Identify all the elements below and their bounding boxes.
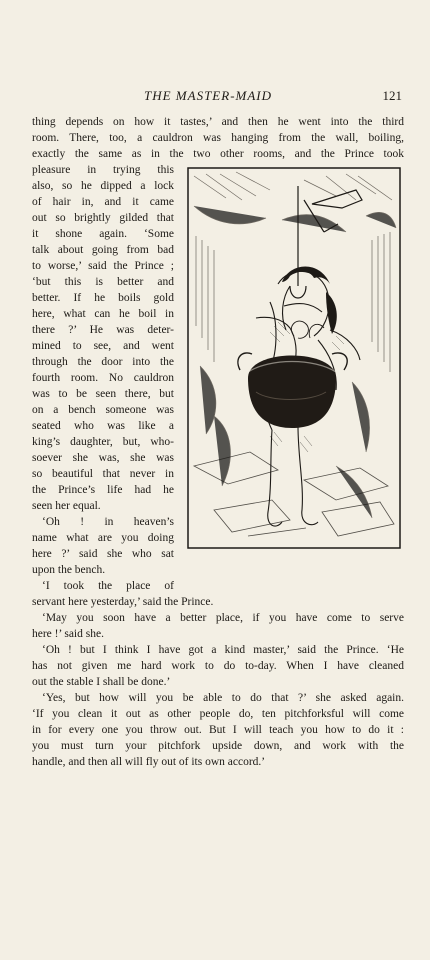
text-line: here ?’ said she who sat (32, 548, 174, 560)
text-line: also, so he dipped a lock (32, 180, 174, 192)
text-line: of hair in, and it came (32, 196, 174, 208)
illustration-prince-cauldron (186, 166, 402, 550)
text-line: ‘If you clean it out as other people do, ten pitchforksful will come (32, 708, 404, 720)
text-line: it shone again. ‘Some (32, 228, 174, 240)
text-line: out so brightly gilded that (32, 212, 174, 224)
text-line: better. If he boils gold (32, 292, 174, 304)
text-line: seen her equal. (32, 500, 101, 512)
text-line: room. There, too, a cauldron was hanging from the wall, boiling, (32, 132, 404, 144)
text-line: has not given me hard work to do to-day. When I have cleaned (32, 660, 404, 672)
text-line: so beautiful that never in (32, 468, 174, 480)
text-line: talk about going from bad (32, 244, 174, 256)
text-line: was to be seen there, but (32, 388, 174, 400)
text-line: ‘May you soon have a better place, if you have come to serve (42, 612, 404, 624)
text-line: handle, and then all will fly out of its own accord.’ (32, 756, 266, 768)
text-line: the Prince’s life had he (32, 484, 174, 496)
running-title: THE MASTER-MAID (144, 88, 273, 103)
text-line: mined to see, and went (32, 340, 174, 352)
text-line: ‘but this is better and (32, 276, 174, 288)
text-line: king’s daughter, but, who- (32, 436, 174, 448)
text-line: ‘Oh ! in heaven’s (42, 516, 174, 528)
text-line: here !’ said she. (32, 628, 104, 640)
text-line: in for every one you throw out. But I will teach you how to do it : (32, 724, 404, 736)
text-line: name what are you doing (32, 532, 174, 544)
text-line: ‘Oh ! but I think I have got a kind master,’ said the Prince. ‘He (42, 644, 404, 656)
text-line: here, what can he boil in (32, 308, 174, 320)
text-line: you must turn your pitchfork upside down, and work with the (32, 740, 404, 752)
text-line: upon the bench. (32, 564, 106, 576)
text-line: ‘I took the place of (42, 580, 174, 592)
text-line: soever she was, she was (32, 452, 174, 464)
illustration-svg (186, 166, 402, 550)
text-line: servant here yesterday,’ said the Prince. (32, 596, 214, 608)
page-number: 121 (382, 88, 402, 103)
text-line: fourth room. No cauldron (32, 372, 174, 384)
text-line: to worse,’ said the Prince ; (32, 260, 174, 272)
text-line: seated who was like a (32, 420, 174, 432)
text-line: on a bench someone was (32, 404, 174, 416)
text-line: out the stable I shall be done.’ (32, 676, 171, 688)
text-line: pleasure in trying this (32, 164, 174, 176)
text-line: there ?’ He was deter- (32, 324, 174, 336)
text-line: thing depends on how it tastes,’ and then he went into the third (32, 116, 404, 128)
page-header (32, 88, 402, 106)
text-line: exactly the same as in the two other rooms, and the Prince took (32, 148, 404, 160)
text-line: through the door into the (32, 356, 174, 368)
text-line: ‘Yes, but how will you be able to do that ?’ she asked again. (42, 692, 404, 704)
